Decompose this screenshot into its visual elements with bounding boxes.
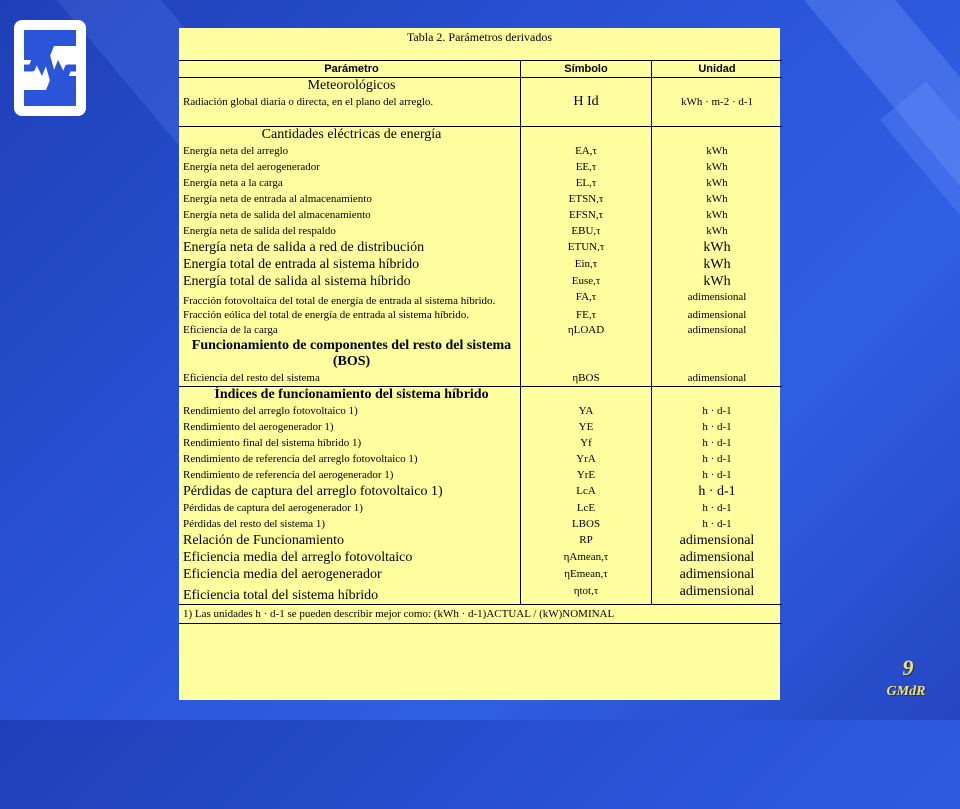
parameter-cell: Energía neta de salida a red de distribución (179, 239, 521, 256)
parameter-cell: Rendimiento del aerogenerador 1) (179, 419, 521, 435)
parameter-cell: Energía neta de salida del respaldo (179, 223, 521, 239)
table-row (179, 308, 782, 322)
parameter-cell: Eficiencia total del sistema híbrido (179, 583, 521, 605)
parameter-cell: Relación de Funcionamiento (179, 532, 521, 549)
parameter-cell: Radiación global diaria o directa, en el plano del arreglo. (179, 94, 521, 116)
symbol-cell: ETSN,τ (521, 191, 652, 207)
parameter-cell: Pérdidas de captura del arreglo fotovoltaico 1) (179, 483, 521, 500)
derived-parameters-table (179, 60, 782, 624)
unit-cell: adimensional (687, 309, 747, 321)
unit-cell: h · d-1 (702, 502, 732, 514)
unit-cell: kWh (706, 193, 728, 205)
unit-cell: kWh (703, 257, 731, 272)
symbol-cell: ηEmean,τ (521, 566, 652, 583)
unit-cell: adimensional (679, 550, 755, 565)
unit-cell: h · d-1 (698, 484, 736, 499)
table-row (179, 256, 782, 273)
table-row (179, 467, 782, 483)
section-heading-row (179, 78, 782, 95)
table-row (179, 566, 782, 583)
parameter-cell: Eficiencia de la carga (179, 322, 521, 338)
symbol-cell: LcA (521, 483, 652, 500)
footnote-row (179, 605, 782, 624)
symbol-cell: H Id (521, 94, 652, 116)
table-row (179, 435, 782, 451)
unit-cell: kWh (706, 209, 728, 221)
unit-cell: adimensional (679, 567, 755, 582)
symbol-cell: FE,τ (521, 308, 652, 322)
parameter-cell: Energía total de salida al sistema híbrido (179, 273, 521, 290)
section-heading: Meteorológicos (179, 78, 521, 95)
symbol-cell: ηAmean,τ (521, 549, 652, 566)
table-row (179, 516, 782, 532)
brand-mark: GMdR (886, 684, 926, 699)
table-row (179, 419, 782, 435)
symbol-cell: YrA (521, 451, 652, 467)
parameter-cell: Fracción eólica del total de energía de entrada al sistema híbrido. (179, 308, 521, 322)
unit-cell: h · d-1 (702, 469, 732, 481)
table-row (179, 239, 782, 256)
section-heading: Índices de funcionamiento del sistema híbrido (179, 387, 521, 404)
parameter-cell: Rendimiento de referencia del arreglo fotovoltaico 1) (179, 451, 521, 467)
header-parameter: Parámetro (179, 61, 521, 78)
symbol-cell: Ein,τ (521, 256, 652, 273)
unit-cell: h · d-1 (702, 421, 732, 433)
table-row (179, 290, 782, 308)
symbol-cell: EE,τ (521, 159, 652, 175)
symbol-cell: EFSN,τ (521, 207, 652, 223)
symbol-cell: YE (521, 419, 652, 435)
table-row (179, 175, 782, 191)
parameter-cell: Rendimiento de referencia del aerogenerador 1) (179, 467, 521, 483)
page-number: 9 (902, 655, 914, 680)
parameter-cell: Energía total de entrada al sistema híbrido (179, 256, 521, 273)
table-row (179, 500, 782, 516)
parameters-sheet (179, 28, 780, 700)
symbol-cell: EA,τ (521, 143, 652, 159)
section-heading: Funcionamiento de componentes del resto del sistema (BOS) (179, 338, 521, 370)
symbol-cell: RP (521, 532, 652, 549)
symbol-cell: LcE (521, 500, 652, 516)
table-row (179, 532, 782, 549)
parameter-cell: Fracción fotovoltaica del total de energía de entrada al sistema híbrido. (179, 290, 521, 308)
unit-cell: adimensional (687, 324, 747, 336)
parameter-cell: Eficiencia media del arreglo fotovoltaico (179, 549, 521, 566)
unit-cell: kWh (706, 145, 728, 157)
table-row (179, 223, 782, 239)
symbol-cell: FA,τ (521, 290, 652, 308)
table-row (179, 159, 782, 175)
table-row (179, 191, 782, 207)
unit-cell: adimensional (679, 584, 755, 599)
unit-cell: kWh (706, 161, 728, 173)
parameter-cell: Energía neta de salida del almacenamiento (179, 207, 521, 223)
header-symbol: Símbolo (521, 61, 652, 78)
unit-cell: kWh · m-2 · d-1 (680, 96, 754, 108)
section-heading-row (179, 338, 782, 370)
symbol-cell: LBOS (521, 516, 652, 532)
symbol-cell: ηBOS (521, 370, 652, 387)
symbol-cell: ETUN,τ (521, 239, 652, 256)
parameter-cell: Energía neta a la carga (179, 175, 521, 191)
table-row (179, 94, 782, 116)
parameter-cell: Rendimiento del arreglo fotovoltaico 1) (179, 403, 521, 419)
organization-logo (14, 20, 86, 116)
table-row (179, 451, 782, 467)
header-unit: Unidad (652, 61, 783, 78)
section-heading-row (179, 387, 782, 404)
section-heading: Cantidades eléctricas de energía (179, 127, 521, 144)
symbol-cell: YrE (521, 467, 652, 483)
table-row (179, 207, 782, 223)
table-title: Tabla 2. Parámetros derivados (406, 30, 553, 44)
unit-cell: h · d-1 (702, 437, 732, 449)
unit-cell: adimensional (687, 372, 747, 384)
table-row (179, 143, 782, 159)
unit-cell: kWh (706, 177, 728, 189)
parameter-cell: Energía neta de entrada al almacenamiento (179, 191, 521, 207)
table-row (179, 322, 782, 338)
section-heading-row (179, 127, 782, 144)
unit-cell: h · d-1 (702, 405, 732, 417)
symbol-cell: Euse,τ (521, 273, 652, 290)
parameter-cell: Rendimiento final del sistema híbrido 1) (179, 435, 521, 451)
symbol-cell: YA (521, 403, 652, 419)
unit-cell: adimensional (687, 291, 747, 303)
unit-cell: kWh (703, 240, 731, 255)
table-row (179, 370, 782, 387)
parameter-cell: Energía neta del aerogenerador (179, 159, 521, 175)
parameter-cell: Eficiencia del resto del sistema (179, 370, 521, 387)
symbol-cell: EBU,τ (521, 223, 652, 239)
parameter-cell: Pérdidas de captura del aerogenerador 1) (179, 500, 521, 516)
unit-cell: adimensional (679, 533, 755, 548)
table-row (179, 483, 782, 500)
wave-logo-icon (14, 20, 86, 116)
symbol-cell: EL,τ (521, 175, 652, 191)
table-header-row (179, 61, 782, 78)
symbol-cell: Yf (521, 435, 652, 451)
parameter-cell: Eficiencia media del aerogenerador (179, 566, 521, 583)
symbol-cell: ηLOAD (521, 322, 652, 338)
unit-cell: h · d-1 (702, 518, 732, 530)
footnote: 1) Las unidades h · d-1 se pueden describir mejor como: (kWh · d-1)ACTUAL / (kW)NOMINAL (179, 605, 782, 624)
parameter-cell: Pérdidas del resto del sistema 1) (179, 516, 521, 532)
table-row (179, 403, 782, 419)
table-row (179, 273, 782, 290)
parameter-cell: Energía neta del arreglo (179, 143, 521, 159)
table-row (179, 583, 782, 605)
unit-cell: kWh (703, 274, 731, 289)
unit-cell: h · d-1 (702, 453, 732, 465)
symbol-cell: ηtot,τ (521, 583, 652, 605)
unit-cell: kWh (706, 225, 728, 237)
table-row (179, 549, 782, 566)
